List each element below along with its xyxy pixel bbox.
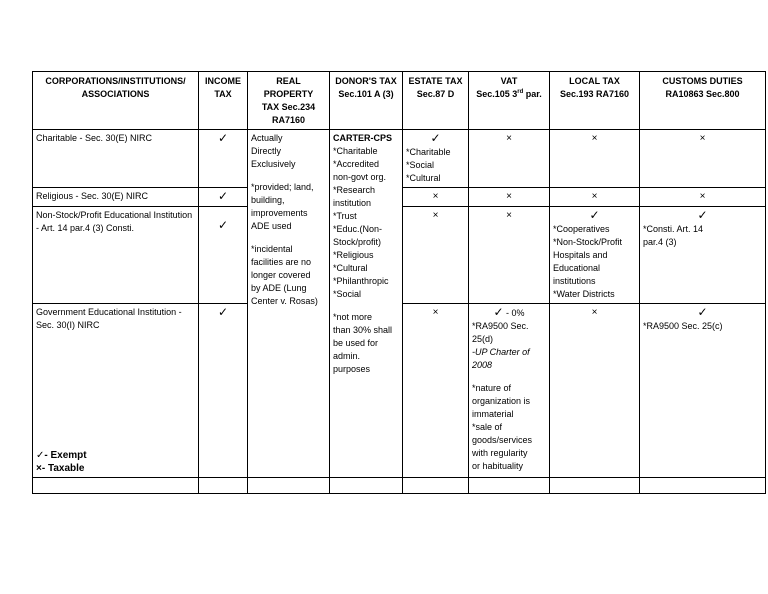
check-icon: ✓ [589,208,600,222]
cross-icon: × [432,191,439,202]
income-government [199,304,248,478]
cross-icon: × [506,191,512,202]
empty-cell [550,478,640,494]
row-label-nonstock: Non-Stock/Profit Educational Institution - Art. 14 par.4 (3) Consti. [33,207,199,304]
customs-religious [640,188,766,207]
check-icon: ✓ [217,131,229,145]
empty-cell [640,478,766,494]
check-icon: ✓ [697,208,708,222]
header-row [33,72,766,130]
legend-exempt: - Exempt [44,450,87,461]
income-nonstock [199,207,248,304]
header-estate-tax: ESTATE TAX Sec.87 D [403,72,469,130]
vat-charitable [469,130,550,188]
check-icon: ✓ [36,450,45,461]
estate-nonstock [403,207,469,304]
row-label-charitable: Charitable - Sec. 30(E) NIRC [33,130,199,188]
check-icon: ✓ [217,305,229,319]
header-local-tax: LOCAL TAX Sec.193 RA7160 [550,72,640,130]
local-government [550,304,640,478]
local-nonstock: ✓ *Cooperatives *Non-Stock/Profit Hospitals and Educational institutions *Water Districts [550,207,640,304]
header-corporations: CORPORATIONS/INSTITUTIONS/ ASSOCIATIONS [33,72,199,130]
local-religious [550,188,640,207]
header-donors-tax: DONOR'S TAX Sec.101 A (3) [330,72,403,130]
row-label-government: Government Educational Institution - Sec. 30(I) NIRC ✓- Exempt ×- Taxable [33,304,199,478]
local-charitable [550,130,640,188]
cross-icon: × [591,307,598,318]
cross-icon: × [591,191,598,202]
cross-icon: × [432,210,439,221]
header-income-tax: INCOME TAX [199,72,248,130]
estate-charitable: ✓ *Charitable *Social *Cultural [403,130,469,188]
empty-cell [330,478,403,494]
header-real-property-tax: REAL PROPERTY TAX Sec.234 RA7160 [248,72,330,130]
customs-government: ✓ *RA9500 Sec. 25(c) [640,304,766,478]
realprop-notes: Actually Directly Exclusively *provided; land, building, improvements ADE used *incidental facilities are no longer covered by ADE (Lung Center v. Rosas) [248,130,330,478]
income-charitable [199,130,248,188]
customs-nonstock: ✓ *Consti. Art. 14 par.4 (3) [640,207,766,304]
estate-government [403,304,469,478]
header-customs-duties: CUSTOMS DUTIES RA10863 Sec.800 [640,72,766,130]
cross-icon: × [591,133,598,144]
cross-icon: × [506,210,512,221]
check-icon: ✓ [217,189,229,203]
empty-cell [248,478,330,494]
check-icon: ✓ [697,305,708,319]
customs-charitable [640,130,766,188]
cross-icon: × [699,133,706,144]
cross-icon: × [432,307,439,318]
cross-icon: × [699,191,706,202]
empty-cell [469,478,550,494]
empty-cell [199,478,248,494]
check-icon: ✓ [217,218,229,232]
legend [36,449,87,475]
vat-government: ✓ - 0% *RA9500 Sec. 25(d) -UP Charter of 2008 *nature of organization is immaterial *sale of goods/services with regularity or habituality [469,304,550,478]
empty-cell [403,478,469,494]
table-row-empty [33,478,766,494]
donor-notes: CARTER-CPS *Charitable *Accredited non-govt org. *Research institution *Trust *Educ.(Non- Stock/profit) *Religious *Cultural *Philanthropic *Social *not more than 30% shall be used for admin. purposes [330,130,403,478]
empty-cell [33,478,199,494]
cross-icon: × [36,463,42,474]
tax-exemption-table [32,71,766,494]
table-row-charitable [33,130,766,188]
vat-religious [469,188,550,207]
income-religious [199,188,248,207]
estate-religious [403,188,469,207]
check-icon: ✓ [493,305,504,319]
check-icon: ✓ [430,131,441,145]
header-vat: VAT Sec.105 3rd par. [469,72,550,130]
row-label-religious: Religious - Sec. 30(E) NIRC [33,188,199,207]
vat-nonstock [469,207,550,304]
legend-taxable: - Taxable [41,463,85,474]
cross-icon: × [506,133,512,144]
